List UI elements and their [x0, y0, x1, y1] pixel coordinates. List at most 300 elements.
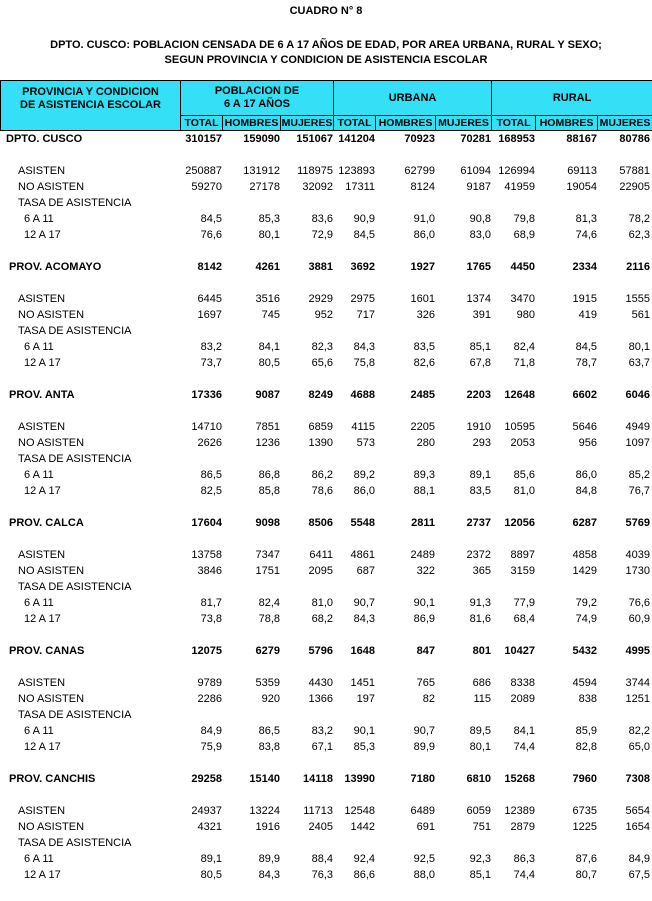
table-cell: 82,6	[413, 357, 435, 369]
table-cell: 74,4	[513, 869, 535, 881]
table-cell: 159090	[243, 133, 280, 145]
table-cell: 83,2	[311, 725, 333, 737]
table-cell: 14710	[191, 421, 222, 433]
table-cell: 13990	[344, 773, 375, 785]
group-poblacion-line1: POBLACION DE	[214, 85, 300, 97]
table-cell: 9187	[466, 181, 491, 193]
table-cell: 62,3	[628, 229, 650, 241]
table-cell: 838	[578, 693, 597, 705]
table-cell: 76,7	[628, 485, 650, 497]
table-cell: 1751	[255, 565, 280, 577]
asisten-row	[0, 675, 652, 691]
table-cell: 88,4	[311, 853, 333, 865]
table-cell: 2626	[197, 437, 222, 449]
col-pop-hombres: HOMBRES	[223, 116, 281, 131]
table-cell: 13758	[191, 549, 222, 561]
table-cell: 71,8	[513, 357, 535, 369]
table-cell: 78,2	[628, 213, 650, 225]
table-cell: 1225	[572, 821, 597, 833]
table-cell: 72,9	[311, 229, 333, 241]
table-cell: 17336	[191, 389, 222, 401]
table-cell: 86,3	[513, 853, 535, 865]
table-cell: 27178	[249, 181, 280, 193]
table-cell: 7308	[625, 773, 650, 785]
table-cell: 1601	[410, 293, 435, 305]
spacer	[0, 627, 652, 643]
table-cell: 2929	[308, 293, 333, 305]
row-label: 6 A 11	[24, 469, 54, 481]
table-cell: 4949	[625, 421, 650, 433]
table-cell: 86,0	[575, 469, 597, 481]
table-cell: 32092	[302, 181, 333, 193]
table-cell: 687	[356, 565, 375, 577]
table-cell: 83,6	[311, 213, 333, 225]
table-cell: 847	[416, 645, 435, 657]
row-label: ASISTEN	[18, 421, 66, 433]
section-name: PROV. ANTA	[9, 389, 75, 401]
table-cell: 1097	[625, 437, 650, 449]
table-cell: 5548	[350, 517, 375, 529]
tasa-6-11-row	[0, 723, 652, 739]
table-cell: 67,8	[469, 357, 491, 369]
row-label: 12 A 17	[24, 229, 61, 241]
table-cell: 141204	[338, 133, 375, 145]
table-cell: 12648	[504, 389, 535, 401]
table-cell: 80,5	[200, 869, 222, 881]
table-cell: 89,2	[353, 469, 375, 481]
tasa-6-11-row	[0, 211, 652, 227]
table-cell: 80,7	[575, 869, 597, 881]
table-cell: 1927	[410, 261, 435, 273]
table-cell: 9098	[255, 517, 280, 529]
row-label: 6 A 11	[24, 213, 54, 225]
row-label: TASA DE ASISTENCIA	[18, 709, 132, 721]
table-cell: 84,9	[200, 725, 222, 737]
table-cell: 82,2	[628, 725, 650, 737]
col-pop-total: TOTAL	[181, 116, 223, 131]
table-cell: 1648	[350, 645, 375, 657]
table-cell: 84,3	[258, 869, 280, 881]
tasa-12-17-row	[0, 483, 652, 499]
table-cell: 80,1	[469, 741, 491, 753]
table-cell: 691	[416, 821, 435, 833]
table-cell: 561	[631, 309, 650, 321]
table-cell: 8338	[510, 677, 535, 689]
table-cell: 62799	[404, 165, 435, 177]
table-cell: 75,8	[353, 357, 375, 369]
table-cell: 151067	[296, 133, 333, 145]
table-cell: 250887	[185, 165, 222, 177]
table-cell: 4115	[351, 421, 375, 433]
table-cell: 76,3	[311, 869, 333, 881]
table-cell: 6810	[466, 773, 491, 785]
table-cell: 391	[472, 309, 491, 321]
table-cell: 86,5	[200, 469, 222, 481]
table-cell: 2489	[410, 549, 435, 561]
row-label: ASISTEN	[18, 549, 66, 561]
tasa-label-row	[0, 323, 652, 339]
table-cell: 8897	[510, 549, 535, 561]
table-cell: 7960	[572, 773, 597, 785]
table-body	[0, 131, 652, 883]
table-cell: 2485	[410, 389, 435, 401]
table-cell: 2089	[510, 693, 535, 705]
section-total-row	[0, 259, 652, 275]
row-label: TASA DE ASISTENCIA	[18, 581, 132, 593]
table-cell: 81,6	[469, 613, 491, 625]
table-cell: 751	[472, 821, 491, 833]
table-cell: 84,9	[628, 853, 650, 865]
table-cell: 326	[416, 309, 435, 321]
table-cell: 80,5	[258, 357, 280, 369]
table-cell: 1251	[625, 693, 650, 705]
no-asisten-row	[0, 307, 652, 323]
row-label: NO ASISTEN	[18, 309, 85, 321]
table-cell: 89,1	[200, 853, 222, 865]
table-cell: 1236	[255, 437, 280, 449]
table-cell: 6489	[410, 805, 435, 817]
table-cell: 41959	[504, 181, 535, 193]
table-cell: 60,9	[628, 613, 650, 625]
table-cell: 92,4	[353, 853, 375, 865]
spacer	[0, 659, 652, 675]
table-cell: 7347	[255, 549, 280, 561]
spacer	[0, 755, 652, 771]
table-cell: 15268	[504, 773, 535, 785]
table-cell: 5796	[308, 645, 333, 657]
table-cell: 10595	[504, 421, 535, 433]
table-cell: 118975	[297, 165, 333, 177]
table-cell: 980	[516, 309, 535, 321]
spacer	[0, 243, 652, 259]
table-cell: 131912	[243, 165, 280, 177]
group-poblacion	[181, 81, 334, 116]
table-cell: 80786	[619, 133, 650, 145]
tasa-12-17-row	[0, 739, 652, 755]
table-cell: 13224	[249, 805, 280, 817]
table-cell: 1765	[466, 261, 491, 273]
section-total-row	[0, 387, 652, 403]
table-cell: 2116	[626, 261, 650, 273]
table-cell: 85,6	[513, 469, 535, 481]
table-cell: 19054	[566, 181, 597, 193]
table-cell: 2372	[466, 549, 491, 561]
table-cell: 86,9	[413, 613, 435, 625]
table-cell: 90,7	[413, 725, 435, 737]
row-label: 12 A 17	[24, 741, 61, 753]
spacer	[0, 787, 652, 803]
no-asisten-row	[0, 435, 652, 451]
table-cell: 4594	[572, 677, 597, 689]
spacer	[0, 499, 652, 515]
cuadro-number: CUADRO N° 8	[289, 5, 363, 17]
no-asisten-row	[0, 819, 652, 835]
table-cell: 3846	[197, 565, 222, 577]
table-cell: 12056	[504, 517, 535, 529]
group-rural: RURAL	[492, 81, 652, 116]
table-cell: 69113	[567, 165, 597, 177]
col-rur-mujeres: MUJERES	[598, 116, 652, 131]
table-cell: 1374	[466, 293, 491, 305]
row-label: TASA DE ASISTENCIA	[18, 837, 132, 849]
col-pop-mujeres: MUJERES	[281, 117, 333, 129]
group-urbana: URBANA	[334, 81, 492, 116]
table-cell: 22905	[619, 181, 650, 193]
section-total-row	[0, 643, 652, 659]
row-label: 12 A 17	[24, 613, 61, 625]
table-cell: 2053	[510, 437, 535, 449]
table-cell: 29258	[191, 773, 222, 785]
table-cell: 4261	[255, 261, 280, 273]
table-cell: 74,6	[575, 229, 597, 241]
table-cell: 88,0	[413, 869, 435, 881]
section-name: DPTO. CUSCO	[6, 133, 83, 145]
table-cell: 92,3	[469, 853, 491, 865]
tasa-label-row	[0, 195, 652, 211]
table-cell: 4861	[350, 549, 375, 561]
table-cell: 82	[422, 693, 435, 705]
col-rur-hombres: HOMBRES	[536, 116, 598, 131]
table-cell: 84,1	[513, 725, 535, 737]
table-cell: 2737	[466, 517, 491, 529]
col-urb-hombres: HOMBRES	[376, 116, 436, 131]
row-label: ASISTEN	[18, 805, 66, 817]
table-cell: 86,6	[353, 869, 375, 881]
row-label: 12 A 17	[24, 485, 61, 497]
section-name: PROV. CANCHIS	[9, 773, 96, 785]
table-cell: 1555	[625, 293, 650, 305]
tasa-12-17-row	[0, 611, 652, 627]
table-cell: 85,3	[258, 213, 280, 225]
table-cell: 1915	[572, 293, 597, 305]
table-cell: 11713	[303, 805, 333, 817]
table-cell: 310157	[185, 133, 222, 145]
table-cell: 90,1	[413, 597, 435, 609]
table-cell: 3881	[308, 261, 333, 273]
table-cell: 84,5	[353, 229, 375, 241]
row-label: NO ASISTEN	[18, 693, 85, 705]
table-cell: 1442	[350, 821, 375, 833]
section-total-row	[0, 131, 652, 147]
table-cell: 3159	[510, 565, 535, 577]
asisten-row	[0, 419, 652, 435]
table-cell: 79,2	[575, 597, 597, 609]
table-cell: 4688	[350, 389, 375, 401]
table-cell: 126994	[498, 165, 535, 177]
table-cell: 293	[472, 437, 491, 449]
table-cell: 90,8	[469, 213, 491, 225]
table-cell: 8506	[308, 517, 333, 529]
table-cell: 87,6	[575, 853, 597, 865]
row-label: NO ASISTEN	[18, 821, 85, 833]
table-cell: 68,4	[513, 613, 535, 625]
table-cell: 85,1	[469, 869, 491, 881]
table-cell: 63,7	[628, 357, 650, 369]
column-header	[0, 80, 652, 131]
spacer	[0, 531, 652, 547]
table-cell: 84,5	[575, 341, 597, 353]
table-cell: 73,8	[200, 613, 222, 625]
table-cell: 79,8	[513, 213, 535, 225]
section-total-row	[0, 771, 652, 787]
table-cell: 5359	[255, 677, 280, 689]
table-cell: 365	[472, 565, 491, 577]
row-label: ASISTEN	[18, 165, 66, 177]
spacer	[0, 147, 652, 163]
tasa-label-row	[0, 707, 652, 723]
table-cell: 70281	[460, 133, 491, 145]
table-cell: 86,0	[353, 485, 375, 497]
table-cell: 6287	[572, 517, 597, 529]
row-label: 6 A 11	[24, 853, 54, 865]
table-cell: 85,8	[258, 485, 280, 497]
table-cell: 4039	[625, 549, 650, 561]
table-cell: 65,6	[311, 357, 333, 369]
table-cell: 89,1	[469, 469, 491, 481]
section-name: PROV. ACOMAYO	[9, 261, 102, 273]
table-cell: 5654	[625, 805, 650, 817]
table-cell: 6279	[255, 645, 280, 657]
col-rur-total: TOTAL	[492, 116, 536, 131]
table-cell: 168953	[498, 133, 535, 145]
table-cell: 82,3	[311, 341, 333, 353]
section-name: PROV. CANAS	[9, 645, 85, 657]
table-cell: 3470	[510, 293, 535, 305]
table-cell: 68,2	[311, 613, 333, 625]
table-cell: 7180	[410, 773, 435, 785]
table-cell: 85,1	[469, 341, 491, 353]
table-cell: 81,0	[513, 485, 535, 497]
table-cell: 17311	[345, 181, 375, 193]
table-cell: 686	[472, 677, 491, 689]
table-cell: 717	[356, 309, 375, 321]
table-cell: 82,4	[258, 597, 280, 609]
table-cell: 17604	[191, 517, 222, 529]
asisten-row	[0, 803, 652, 819]
row-label-header-line2: DE ASISTENCIA ESCOLAR	[20, 98, 161, 111]
table-cell: 6859	[308, 421, 333, 433]
table-cell: 2205	[410, 421, 435, 433]
table-cell: 83,5	[413, 341, 435, 353]
row-label: 12 A 17	[24, 357, 61, 369]
table-cell: 573	[356, 437, 375, 449]
table-cell: 12075	[191, 645, 222, 657]
table-cell: 4450	[510, 261, 535, 273]
col-urb-total: TOTAL	[334, 116, 376, 131]
table-cell: 59270	[191, 181, 222, 193]
table-cell: 6046	[625, 389, 650, 401]
row-label: 6 A 11	[24, 597, 54, 609]
table-cell: 65,0	[628, 741, 650, 753]
row-label: TASA DE ASISTENCIA	[18, 197, 132, 209]
row-label: 12 A 17	[24, 869, 61, 881]
table-cell: 67,1	[311, 741, 333, 753]
spacer	[0, 403, 652, 419]
table-cell: 89,9	[258, 853, 280, 865]
table-cell: 745	[261, 309, 280, 321]
table-cell: 1366	[308, 693, 333, 705]
table-cell: 57881	[619, 165, 650, 177]
table-cell: 9789	[197, 677, 222, 689]
table-cell: 81,0	[311, 597, 333, 609]
tasa-12-17-row	[0, 867, 652, 883]
table-cell: 5769	[625, 517, 650, 529]
table-cell: 1451	[350, 677, 375, 689]
table-cell: 90,7	[353, 597, 375, 609]
table-cell: 78,7	[575, 357, 597, 369]
table-cell: 280	[416, 437, 435, 449]
table-cell: 1910	[466, 421, 491, 433]
table-cell: 9087	[255, 389, 280, 401]
asisten-row	[0, 291, 652, 307]
table-cell: 8124	[410, 181, 435, 193]
tasa-6-11-row	[0, 467, 652, 483]
table-cell: 80,1	[628, 341, 650, 353]
table-cell: 85,3	[353, 741, 375, 753]
table-cell: 5646	[572, 421, 597, 433]
table-cell: 75,9	[200, 741, 222, 753]
table-cell: 85,2	[628, 469, 650, 481]
table-cell: 2879	[510, 821, 535, 833]
tasa-label-row	[0, 451, 652, 467]
table-cell: 78,6	[311, 485, 333, 497]
table-cell: 1429	[572, 565, 597, 577]
row-label-header	[1, 81, 181, 131]
table-cell: 2203	[466, 389, 491, 401]
row-label: NO ASISTEN	[18, 437, 85, 449]
table-cell: 88167	[566, 133, 597, 145]
table-cell: 77,9	[513, 597, 535, 609]
table-cell: 2286	[197, 693, 222, 705]
table-cell: 5432	[572, 645, 597, 657]
spacer	[0, 275, 652, 291]
tasa-label-row	[0, 579, 652, 595]
table-cell: 920	[261, 693, 280, 705]
table-cell: 82,8	[575, 741, 597, 753]
table-cell: 61094	[460, 165, 491, 177]
table-cell: 6411	[309, 549, 333, 561]
table-cell: 84,8	[575, 485, 597, 497]
table-cell: 81,3	[575, 213, 597, 225]
spacer	[0, 371, 652, 387]
table-cell: 2334	[572, 261, 597, 273]
table-cell: 83,8	[258, 741, 280, 753]
tasa-6-11-row	[0, 339, 652, 355]
table-cell: 8142	[197, 261, 222, 273]
table-cell: 88,1	[413, 485, 435, 497]
table-cell: 89,3	[413, 469, 435, 481]
section-total-row	[0, 515, 652, 531]
table-cell: 80,1	[258, 229, 280, 241]
table-cell: 801	[472, 645, 491, 657]
table-cell: 89,5	[469, 725, 491, 737]
table-title-line2: SEGUN PROVINCIA Y CONDICION DE ASISTENCIA ESCOLAR	[164, 54, 488, 66]
table-cell: 2405	[308, 821, 333, 833]
table-cell: 78,8	[258, 613, 280, 625]
table-cell: 86,8	[258, 469, 280, 481]
table-cell: 84,1	[258, 341, 280, 353]
row-label: NO ASISTEN	[18, 565, 85, 577]
table-cell: 3692	[350, 261, 375, 273]
table-cell: 1390	[308, 437, 333, 449]
table-cell: 2975	[350, 293, 375, 305]
table-cell: 92,5	[413, 853, 435, 865]
table-cell: 73,7	[200, 357, 222, 369]
table-cell: 3744	[625, 677, 650, 689]
table-cell: 6602	[572, 389, 597, 401]
col-urb-mujeres: MUJERES	[436, 116, 492, 131]
table-cell: 24937	[191, 805, 222, 817]
